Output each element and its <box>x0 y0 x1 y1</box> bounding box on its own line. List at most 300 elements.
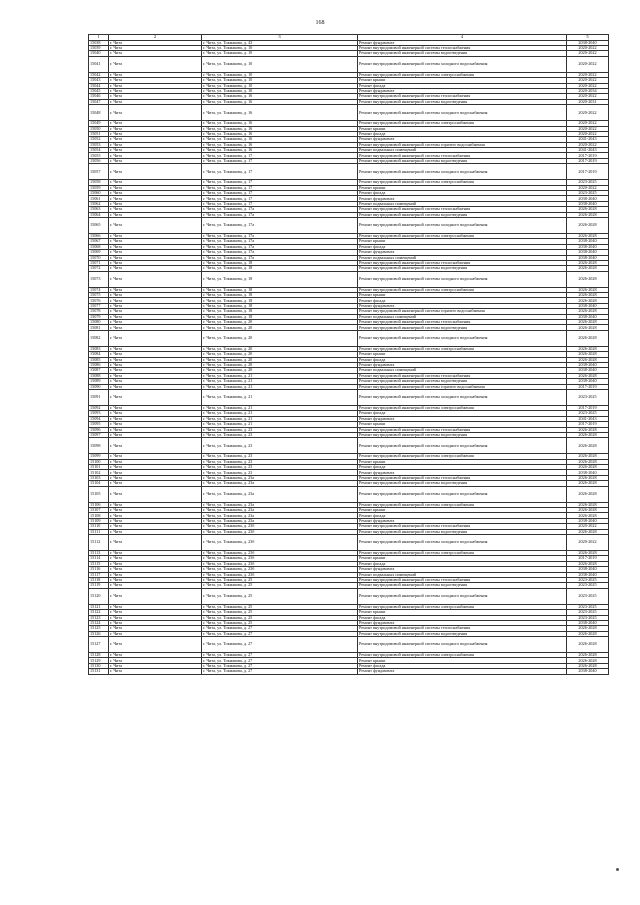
row-number-cell: 15103 <box>89 475 109 480</box>
work-type-cell: Ремонт внутридомовой инженерной системы водоотведения <box>358 432 567 437</box>
work-type-cell: Ремонт внутридомовой инженерной системы холодного водоснабжения <box>358 637 567 653</box>
row-number-cell: 15079 <box>89 314 109 319</box>
period-cell: 2017-2019 <box>567 153 609 158</box>
work-type-cell: Ремонт внутридомовой инженерной системы электроснабжения <box>358 550 567 555</box>
work-type-cell: Ремонт фасада <box>358 357 567 362</box>
work-type-cell: Ремонт крыши <box>358 610 567 615</box>
address-cell: г. Чита, ул. Токмакова, д. 18 <box>202 293 358 298</box>
address-cell: г. Чита, ул. Токмакова, д. 21 <box>202 384 358 389</box>
work-type-cell: Ремонт внутридомовой инженерной системы холодного водоснабжения <box>358 164 567 180</box>
address-cell: г. Чита, ул. Токмакова, д. 10 <box>202 78 358 83</box>
work-type-cell: Ремонт фундамента <box>358 40 567 45</box>
row-number-cell: 15041 <box>89 56 109 72</box>
work-type-cell: Ремонт подвальных помещений <box>358 255 567 260</box>
period-cell: 2026-2028 <box>567 352 609 357</box>
city-cell: г. Чита <box>109 260 202 265</box>
row-number-cell: 15061 <box>89 196 109 201</box>
work-type-cell: Ремонт внутридомовой инженерной системы теплоснабжения <box>358 427 567 432</box>
city-cell: г. Чита <box>109 105 202 121</box>
table-row <box>89 438 609 454</box>
work-type-cell: Ремонт фасада <box>358 615 567 620</box>
address-cell: г. Чита, ул. Токмакова, д. 23а <box>202 475 358 480</box>
city-cell: г. Чита <box>109 663 202 668</box>
row-number-cell: 15049 <box>89 121 109 126</box>
address-cell: г. Чита, ул. Токмакова, д. 21 <box>202 373 358 378</box>
work-type-cell: Ремонт внутридомовой инженерной системы электроснабжения <box>358 405 567 410</box>
address-cell: г. Чита, ул. Токмакова, д. 17а <box>202 239 358 244</box>
work-type-cell: Ремонт внутридомовой инженерной системы горячего водоснабжения <box>358 384 567 389</box>
period-cell: 2026-2028 <box>567 320 609 325</box>
address-cell: г. Чита, ул. Токмакова, д. 23б <box>202 524 358 529</box>
row-number-cell: 15100 <box>89 459 109 464</box>
address-cell: г. Чита, ул. Токмакова, д. 21 <box>202 416 358 421</box>
city-cell: г. Чита <box>109 470 202 475</box>
period-cell: 2038-2040 <box>567 518 609 523</box>
work-type-cell: Ремонт крыши <box>358 459 567 464</box>
address-cell: г. Чита, ул. Токмакова, д. 23а <box>202 508 358 513</box>
address-cell: г. Чита, ул. Токмакова, д. 25 <box>202 604 358 609</box>
work-type-cell: Ремонт внутридомовой инженерной системы холодного водоснабжения <box>358 271 567 287</box>
row-number-cell: 15078 <box>89 309 109 314</box>
address-cell: г. Чита, ул. Токмакова, д. 23а <box>202 486 358 502</box>
period-cell: 2026-2028 <box>567 212 609 217</box>
city-cell: г. Чита <box>109 379 202 384</box>
work-type-cell: Ремонт фасада <box>358 83 567 88</box>
work-type-cell: Ремонт внутридомовой инженерной системы теплоснабжения <box>358 577 567 582</box>
column-number-1: 1 <box>89 35 109 41</box>
address-cell: г. Чита, ул. Токмакова, д. 17 <box>202 185 358 190</box>
work-type-cell: Ремонт фундамента <box>358 567 567 572</box>
row-number-cell: 15043 <box>89 78 109 83</box>
work-type-cell: Ремонт фасада <box>358 561 567 566</box>
period-cell: 2026-2028 <box>567 663 609 668</box>
row-number-cell: 15093 <box>89 411 109 416</box>
row-number-cell: 15102 <box>89 470 109 475</box>
row-number-cell: 15130 <box>89 663 109 668</box>
city-cell: г. Чита <box>109 325 202 330</box>
period-cell: 2026-2028 <box>567 475 609 480</box>
city-cell: г. Чита <box>109 148 202 153</box>
period-cell: 2023-2025 <box>567 577 609 582</box>
row-number-cell: 15120 <box>89 588 109 604</box>
row-number-cell: 15075 <box>89 293 109 298</box>
address-cell: г. Чита, ул. Токмакова, д. 16 <box>202 142 358 147</box>
city-cell: г. Чита <box>109 212 202 217</box>
work-type-cell: Ремонт фундамента <box>358 518 567 523</box>
period-cell: 2038-2040 <box>567 620 609 625</box>
address-cell: г. Чита, ул. Токмакова, д. 16 <box>202 131 358 136</box>
city-cell: г. Чита <box>109 255 202 260</box>
address-cell: г. Чита, ул. Токмакова, д. 23а <box>202 502 358 507</box>
row-number-cell: 15073 <box>89 271 109 287</box>
period-cell: 2020-2022 <box>567 83 609 88</box>
row-number-cell: 15076 <box>89 298 109 303</box>
row-number-cell: 15098 <box>89 438 109 454</box>
period-cell: 2038-2040 <box>567 567 609 572</box>
row-number-cell: 15108 <box>89 513 109 518</box>
period-cell: 2041-2043 <box>567 148 609 153</box>
row-number-cell: 15094 <box>89 416 109 421</box>
city-cell: г. Чита <box>109 572 202 577</box>
work-type-cell: Ремонт внутридомовой инженерной системы водоотведения <box>358 379 567 384</box>
city-cell: г. Чита <box>109 550 202 555</box>
period-cell: 2026-2028 <box>567 459 609 464</box>
city-cell: г. Чита <box>109 475 202 480</box>
period-cell: 2020-2022 <box>567 72 609 77</box>
city-cell: г. Чита <box>109 266 202 271</box>
work-type-cell: Ремонт фундамента <box>358 303 567 308</box>
work-type-cell: Ремонт подвальных помещений <box>358 314 567 319</box>
city-cell: г. Чита <box>109 561 202 566</box>
period-cell: 2038-2040 <box>567 669 609 674</box>
city-cell: г. Чита <box>109 45 202 50</box>
row-number-cell: 15050 <box>89 126 109 131</box>
row-number-cell: 15117 <box>89 572 109 577</box>
period-cell: 2038-2040 <box>567 196 609 201</box>
period-cell: 2026-2028 <box>567 260 609 265</box>
city-cell: г. Чита <box>109 78 202 83</box>
work-type-cell: Ремонт фундамента <box>358 620 567 625</box>
address-cell: г. Чита, ул. Токмакова, д. 23б <box>202 572 358 577</box>
period-cell: 2026-2028 <box>567 325 609 330</box>
period-cell: 2020-2022 <box>567 45 609 50</box>
period-cell: 2038-2040 <box>567 363 609 368</box>
table-row <box>89 588 609 604</box>
address-cell: г. Чита, ул. Токмакова, д. 25 <box>202 577 358 582</box>
work-type-cell: Ремонт внутридомовой инженерной системы теплоснабжения <box>358 524 567 529</box>
address-cell: г. Чита, ул. Токмакова, д. 23б <box>202 567 358 572</box>
address-cell: г. Чита, ул. Токмакова, д. 10 <box>202 83 358 88</box>
row-number-cell: 15109 <box>89 518 109 523</box>
address-cell: г. Чита, ул. Токмакова, д. 16 <box>202 105 358 121</box>
period-cell: 2020-2022 <box>567 142 609 147</box>
work-type-cell: Ремонт фундамента <box>358 669 567 674</box>
city-cell: г. Чита <box>109 432 202 437</box>
city-cell: г. Чита <box>109 534 202 550</box>
address-cell: г. Чита, ул. Токмакова, д. 23а <box>202 513 358 518</box>
work-type-cell: Ремонт внутридомовой инженерной системы электроснабжения <box>358 287 567 292</box>
period-cell: 2026-2028 <box>567 637 609 653</box>
city-cell: г. Чита <box>109 454 202 459</box>
period-cell: 2017-2019 <box>567 405 609 410</box>
row-number-cell: 15064 <box>89 212 109 217</box>
period-cell: 2038-2040 <box>567 201 609 206</box>
row-number-cell: 15045 <box>89 88 109 93</box>
row-number-cell: 15053 <box>89 142 109 147</box>
work-type-cell: Ремонт внутридомовой инженерной системы электроснабжения <box>358 233 567 238</box>
work-type-cell: Ремонт внутридомовой инженерной системы водоотведения <box>358 99 567 104</box>
row-number-cell: 15104 <box>89 481 109 486</box>
city-cell: г. Чита <box>109 669 202 674</box>
table-row <box>89 389 609 405</box>
work-type-cell: Ремонт крыши <box>358 78 567 83</box>
city-cell: г. Чита <box>109 459 202 464</box>
city-cell: г. Чита <box>109 556 202 561</box>
work-type-cell: Ремонт подвальных помещений <box>358 201 567 206</box>
city-cell: г. Чита <box>109 363 202 368</box>
stray-mark <box>616 868 619 871</box>
city-cell: г. Чита <box>109 94 202 99</box>
work-type-cell: Ремонт внутридомовой инженерной системы теплоснабжения <box>358 94 567 99</box>
address-cell: г. Чита, ул. Токмакова, д. 16 <box>202 137 358 142</box>
row-number-cell: 15107 <box>89 508 109 513</box>
city-cell: г. Чита <box>109 384 202 389</box>
city-cell: г. Чита <box>109 233 202 238</box>
address-cell: г. Чита, ул. Токмакова, д. 10 <box>202 45 358 50</box>
address-cell: г. Чита, ул. Токмакова, д. 17 <box>202 153 358 158</box>
city-cell: г. Чита <box>109 121 202 126</box>
address-cell: г. Чита, ул. Токмакова, д. 18 <box>202 266 358 271</box>
column-number-5: 5 <box>567 35 609 41</box>
city-cell: г. Чита <box>109 357 202 362</box>
row-number-cell: 15039 <box>89 45 109 50</box>
period-cell: 2026-2028 <box>567 271 609 287</box>
city-cell: г. Чита <box>109 513 202 518</box>
work-type-cell: Ремонт внутридомовой инженерной системы водоотведения <box>358 51 567 56</box>
work-type-cell: Ремонт подвальных помещений <box>358 148 567 153</box>
period-cell: 2023-2025 <box>567 615 609 620</box>
address-cell: г. Чита, ул. Токмакова, д. 23 <box>202 438 358 454</box>
period-cell: 2026-2028 <box>567 508 609 513</box>
city-cell: г. Чита <box>109 583 202 588</box>
row-number-cell: 15131 <box>89 669 109 674</box>
row-number-cell: 15099 <box>89 454 109 459</box>
row-number-cell: 15066 <box>89 233 109 238</box>
address-cell: г. Чита, ул. Токмакова, д. 20 <box>202 346 358 351</box>
work-type-cell: Ремонт фасада <box>358 191 567 196</box>
address-cell: г. Чита, ул. Токмакова, д. 17а <box>202 255 358 260</box>
city-cell: г. Чита <box>109 330 202 346</box>
work-type-cell: Ремонт крыши <box>358 422 567 427</box>
city-cell: г. Чита <box>109 99 202 104</box>
period-cell: 2026-2028 <box>567 309 609 314</box>
period-cell: 2020-2022 <box>567 105 609 121</box>
row-number-cell: 15080 <box>89 320 109 325</box>
row-number-cell: 15062 <box>89 201 109 206</box>
city-cell: г. Чита <box>109 185 202 190</box>
row-number-cell: 15086 <box>89 363 109 368</box>
address-cell: г. Чита, ул. Токмакова, д. 17 <box>202 164 358 180</box>
period-cell: 2017-2019 <box>567 384 609 389</box>
address-cell: г. Чита, ул. Токмакова, д. 17а <box>202 244 358 249</box>
address-cell: г. Чита, ул. Токмакова, д. 16 <box>202 148 358 153</box>
city-cell: г. Чита <box>109 201 202 206</box>
row-number-cell: 15038 <box>89 40 109 45</box>
city-cell: г. Чита <box>109 368 202 373</box>
row-number-cell: 15081 <box>89 325 109 330</box>
row-number-cell: 15101 <box>89 465 109 470</box>
period-cell: 2041-2043 <box>567 137 609 142</box>
row-number-cell: 15070 <box>89 255 109 260</box>
period-cell: 2020-2022 <box>567 121 609 126</box>
city-cell: г. Чита <box>109 287 202 292</box>
work-type-cell: Ремонт внутридомовой инженерной системы водоотведения <box>358 325 567 330</box>
period-cell: 2038-2040 <box>567 368 609 373</box>
period-cell: 2026-2028 <box>567 486 609 502</box>
period-cell: 2026-2028 <box>567 373 609 378</box>
address-cell: г. Чита, ул. Токмакова, д. 23 <box>202 454 358 459</box>
row-number-cell: 15087 <box>89 368 109 373</box>
address-cell: г. Чита, ул. Токмакова, д. 18 <box>202 298 358 303</box>
address-cell: г. Чита, ул. Токмакова, д. 17 <box>202 196 358 201</box>
address-cell: г. Чита, ул. Токмакова, д. 20 <box>202 352 358 357</box>
row-number-cell: 15059 <box>89 185 109 190</box>
address-cell: г. Чита, ул. Токмакова, д. 18 <box>202 271 358 287</box>
work-type-cell: Ремонт внутридомовой инженерной системы электроснабжения <box>358 653 567 658</box>
work-type-cell: Ремонт фундамента <box>358 250 567 255</box>
period-cell: 2026-2028 <box>567 217 609 233</box>
city-cell: г. Чита <box>109 298 202 303</box>
period-cell: 2026-2028 <box>567 346 609 351</box>
address-cell: г. Чита, ул. Токмакова, д. 18 <box>202 309 358 314</box>
work-type-cell: Ремонт крыши <box>358 293 567 298</box>
city-cell: г. Чита <box>109 83 202 88</box>
work-type-cell: Ремонт внутридомовой инженерной системы теплоснабжения <box>358 207 567 212</box>
work-type-cell: Ремонт внутридомовой инженерной системы холодного водоснабжения <box>358 389 567 405</box>
work-type-cell: Ремонт фундамента <box>358 363 567 368</box>
period-cell: 2026-2028 <box>567 529 609 534</box>
city-cell: г. Чита <box>109 137 202 142</box>
address-cell: г. Чита, ул. Токмакова, д. 23 <box>202 470 358 475</box>
city-cell: г. Чита <box>109 51 202 56</box>
work-type-cell: Ремонт фасада <box>358 244 567 249</box>
address-cell: г. Чита, ул. Токмакова, д. 16 <box>202 94 358 99</box>
row-number-cell: 15114 <box>89 556 109 561</box>
period-cell: 2026-2028 <box>567 330 609 346</box>
period-cell: 2026-2028 <box>567 626 609 631</box>
city-cell: г. Чита <box>109 524 202 529</box>
repair-schedule-table <box>88 34 609 675</box>
work-type-cell: Ремонт внутридомовой инженерной системы водоотведения <box>358 583 567 588</box>
period-cell: 2026-2028 <box>567 561 609 566</box>
period-cell: 2038-2040 <box>567 314 609 319</box>
city-cell: г. Чита <box>109 88 202 93</box>
city-cell: г. Чита <box>109 615 202 620</box>
row-number-cell: 15124 <box>89 620 109 625</box>
period-cell: 2017-2019 <box>567 158 609 163</box>
address-cell: г. Чита, ул. Токмакова, д. 17а <box>202 207 358 212</box>
period-cell: 2020-2022 <box>567 185 609 190</box>
period-cell: 2038-2040 <box>567 470 609 475</box>
work-type-cell: Ремонт внутридомовой инженерной системы холодного водоснабжения <box>358 438 567 454</box>
row-number-cell: 15058 <box>89 180 109 185</box>
address-cell: г. Чита, ул. Токмакова, д. 18 <box>202 287 358 292</box>
address-cell: г. Чита, ул. Токмакова, д. 27 <box>202 663 358 668</box>
row-number-cell: 15092 <box>89 405 109 410</box>
row-number-cell: 15127 <box>89 637 109 653</box>
work-type-cell: Ремонт внутридомовой инженерной системы электроснабжения <box>358 502 567 507</box>
city-cell: г. Чита <box>109 72 202 77</box>
address-cell: г. Чита, ул. Токмакова, д. 10 <box>202 56 358 72</box>
city-cell: г. Чита <box>109 314 202 319</box>
city-cell: г. Чита <box>109 620 202 625</box>
city-cell: г. Чита <box>109 158 202 163</box>
period-cell: 2023-2025 <box>567 180 609 185</box>
work-type-cell: Ремонт внутридомовой инженерной системы теплоснабжения <box>358 475 567 480</box>
work-type-cell: Ремонт внутридомовой инженерной системы горячего водоснабжения <box>358 309 567 314</box>
period-cell: 2017-2019 <box>567 422 609 427</box>
city-cell: г. Чита <box>109 631 202 636</box>
work-type-cell: Ремонт внутридомовой инженерной системы холодного водоснабжения <box>358 534 567 550</box>
address-cell: г. Чита, ул. Токмакова, д. 18 <box>202 303 358 308</box>
row-number-cell: 15085 <box>89 357 109 362</box>
address-cell: г. Чита, ул. Токмакова, д. 23 <box>202 459 358 464</box>
work-type-cell: Ремонт внутридомовой инженерной системы электроснабжения <box>358 180 567 185</box>
city-cell: г. Чита <box>109 427 202 432</box>
work-type-cell: Ремонт внутридомовой инженерной системы теплоснабжения <box>358 153 567 158</box>
address-cell: г. Чита, ул. Токмакова, д. 27 <box>202 653 358 658</box>
work-type-cell: Ремонт внутридомовой инженерной системы водоотведения <box>358 266 567 271</box>
table-row <box>89 56 609 72</box>
work-type-cell: Ремонт внутридомовой инженерной системы электроснабжения <box>358 72 567 77</box>
period-cell: 2020-2022 <box>567 126 609 131</box>
work-type-cell: Ремонт фасада <box>358 513 567 518</box>
row-number-cell: 15065 <box>89 217 109 233</box>
work-type-cell: Ремонт внутридомовой инженерной системы холодного водоснабжения <box>358 588 567 604</box>
row-number-cell: 15042 <box>89 72 109 77</box>
address-cell: г. Чита, ул. Токмакова, д. 23б <box>202 556 358 561</box>
period-cell: 2026-2028 <box>567 287 609 292</box>
work-type-cell: Ремонт фасада <box>358 465 567 470</box>
row-number-cell: 15067 <box>89 239 109 244</box>
address-cell: г. Чита, ул. Токмакова, д. 17 <box>202 180 358 185</box>
city-cell: г. Чита <box>109 610 202 615</box>
period-cell: 2026-2028 <box>567 293 609 298</box>
address-cell: г. Чита, ул. Токмакова, д. 27 <box>202 658 358 663</box>
work-type-cell: Ремонт внутридомовой инженерной системы теплоснабжения <box>358 320 567 325</box>
address-cell: г. Чита, ул. Токмакова, д. 25 <box>202 610 358 615</box>
row-number-cell: 15084 <box>89 352 109 357</box>
period-cell: 2020-2031 <box>567 99 609 104</box>
row-number-cell: 15126 <box>89 631 109 636</box>
period-cell: 2038-2040 <box>567 40 609 45</box>
period-cell: 2020-2034 <box>567 88 609 93</box>
period-cell: 2038-2040 <box>567 250 609 255</box>
city-cell: г. Чита <box>109 502 202 507</box>
row-number-cell: 15095 <box>89 422 109 427</box>
city-cell: г. Чита <box>109 422 202 427</box>
work-type-cell: Ремонт фасада <box>358 411 567 416</box>
work-type-cell: Ремонт подвальных помещений <box>358 368 567 373</box>
row-number-cell: 15118 <box>89 577 109 582</box>
work-type-cell: Ремонт фасада <box>358 663 567 668</box>
city-cell: г. Чита <box>109 196 202 201</box>
address-cell: г. Чита, ул. Токмакова, д. 20 <box>202 325 358 330</box>
address-cell: г. Чита, ул. Токмакова, д. 16 <box>202 99 358 104</box>
city-cell: г. Чита <box>109 309 202 314</box>
address-cell: г. Чита, ул. Токмакова, д. 23 <box>202 465 358 470</box>
address-cell: г. Чита, ул. Токмакова, д. 17а <box>202 250 358 255</box>
work-type-cell: Ремонт крыши <box>358 556 567 561</box>
city-cell: г. Чита <box>109 486 202 502</box>
city-cell: г. Чита <box>109 588 202 604</box>
work-type-cell: Ремонт фундамента <box>358 137 567 142</box>
city-cell: г. Чита <box>109 164 202 180</box>
column-number-4: 4 <box>358 35 567 41</box>
period-cell: 2020-2022 <box>567 131 609 136</box>
city-cell: г. Чита <box>109 567 202 572</box>
column-number-3: 3 <box>202 35 358 41</box>
address-cell: г. Чита, ул. Токмакова, д. 17а <box>202 217 358 233</box>
row-number-cell: 15106 <box>89 502 109 507</box>
table-row <box>89 105 609 121</box>
work-type-cell: Ремонт внутридомовой инженерной системы теплоснабжения <box>358 45 567 50</box>
city-cell: г. Чита <box>109 180 202 185</box>
city-cell: г. Чита <box>109 411 202 416</box>
address-cell: г. Чита, ул. Токмакова, д. 27 <box>202 626 358 631</box>
work-type-cell: Ремонт крыши <box>358 185 567 190</box>
work-type-cell: Ремонт фундамента <box>358 196 567 201</box>
